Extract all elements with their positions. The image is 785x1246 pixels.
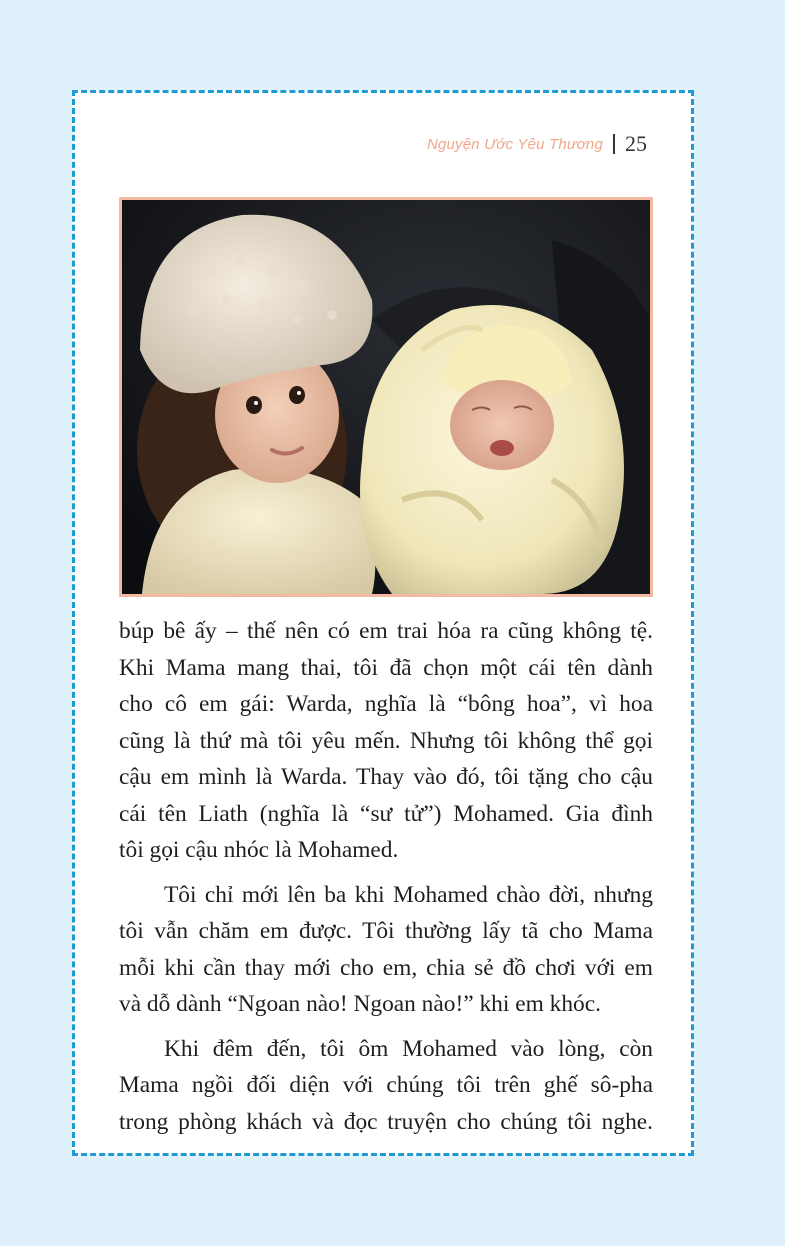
text-line: cũng là thứ mà tôi yêu mến. Nhưng tôi không thể gọi — [119, 727, 653, 754]
paragraph-2 — [119, 877, 653, 1023]
header-divider — [613, 134, 615, 154]
photo-girl-with-newborn-baby — [119, 197, 653, 597]
text-line: Tôi chỉ mới lên ba khi Mohamed chào đời, nhưng — [164, 881, 653, 908]
body-text — [119, 613, 653, 1148]
text-line: Mama ngồi đối diện với chúng tôi trên ghế sô-pha — [119, 1072, 653, 1098]
page-frame — [72, 90, 694, 1156]
text-line: và dỗ dành “Ngoan nào! Ngoan nào!” khi em khóc. — [119, 991, 601, 1017]
text-line: Khi Mama mang thai, tôi đã chọn một cái tên dành — [119, 654, 653, 681]
text-line: mỗi khi cần thay mới cho em, chia sẻ đồ chơi với em — [119, 954, 653, 981]
text-line: cho cô em gái: Warda, nghĩa là “bông hoa”, vì hoa — [119, 691, 653, 717]
text-line: cái tên Liath (nghĩa là “sư tử”) Mohamed. Gia đình — [119, 800, 653, 827]
text-line: tôi vẫn chăm em được. Tôi thường lấy tã cho Mama — [119, 918, 653, 944]
text-line: Khi đêm đến, tôi ôm Mohamed vào lòng, còn — [164, 1035, 653, 1062]
paragraph-3 — [119, 1031, 653, 1141]
book-title: Nguyện Ước Yêu Thương — [426, 135, 603, 153]
page-number: 25 — [625, 131, 647, 156]
text-line: trong phòng khách và đọc truyện cho chúng tôi nghe. — [119, 1108, 653, 1135]
paragraph-1 — [119, 613, 653, 869]
photo-illustration — [122, 200, 650, 594]
running-header — [427, 131, 647, 157]
text-line: tôi gọi cậu nhóc là Mohamed. — [119, 837, 399, 863]
text-line: cậu em mình là Warda. Thay vào đó, tôi tặng cho cậu — [119, 764, 653, 790]
text-line: búp bê ấy – thế nên có em trai hóa ra cũng không tệ. — [119, 618, 653, 644]
